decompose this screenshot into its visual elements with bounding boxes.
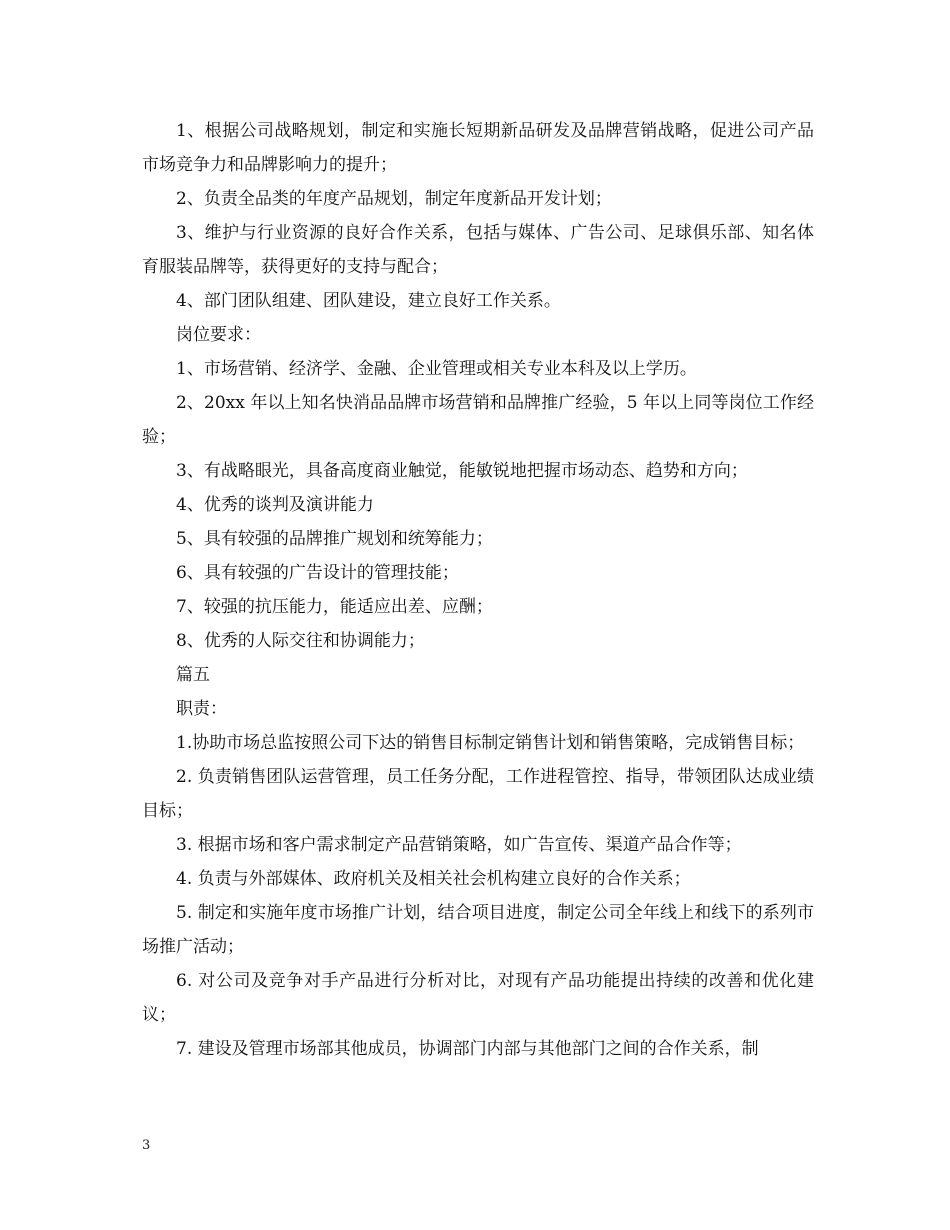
paragraph-part5-duty-7: 7. 建设及管理市场部其他成员，协调部门内部与其他部门之间的合作关系，制 [176, 1039, 759, 1059]
paragraph-duty-3: 3、维护与行业资源的良好合作关系，包括与媒体、广告公司、足球俱乐部、知名体育服装品牌等，获得更好的支持与配合； [142, 223, 814, 277]
paragraph-part5-duty-5: 5. 制定和实施年度市场推广计划，结合项目进度，制定公司全年线上和线下的系列市场推广活动； [142, 903, 814, 957]
section-heading-requirements: 岗位要求： [176, 325, 261, 345]
paragraph-part5-duty-1: 1.协助市场总监按照公司下达的销售目标制定销售计划和销售策略，完成销售目标； [176, 733, 805, 753]
paragraph-requirement-8: 8、优秀的人际交往和协调能力； [176, 631, 425, 651]
paragraph-duty-2: 2、负责全品类的年度产品规划，制定年度新品开发计划； [176, 189, 612, 209]
paragraph-duty-4: 4、部门团队组建、团队建设，建立良好工作关系。 [176, 291, 561, 311]
page-number: 3 [142, 1138, 151, 1153]
paragraph-part5-duty-6: 6. 对公司及竞争对手产品进行分析对比，对现有产品功能提出持续的改善和优化建议； [142, 971, 814, 1025]
paragraph-requirement-3: 3、有战略眼光，具备高度商业触觉，能敏锐地把握市场动态、趋势和方向； [176, 461, 748, 481]
section-heading-part-five: 篇五 [176, 665, 210, 685]
paragraph-part5-duty-4: 4. 负责与外部媒体、政府机关及相关社会机构建立良好的合作关系； [176, 869, 691, 889]
paragraph-part5-duty-2: 2. 负责销售团队运营管理，员工任务分配，工作进程管控、指导，带领团队达成业绩目标； [142, 767, 814, 821]
paragraph-requirement-1: 1、市场营销、经济学、金融、企业管理或相关专业本科及以上学历。 [176, 359, 697, 379]
paragraph-requirement-5: 5、具有较强的品牌推广规划和统筹能力； [176, 529, 493, 549]
paragraph-requirement-6: 6、具有较强的广告设计的管理技能； [176, 563, 459, 583]
paragraph-requirement-2: 2、20xx 年以上知名快消品品牌市场营销和品牌推广经验，5 年以上同等岗位工作经验； [142, 393, 814, 447]
section-heading-duties: 职责： [176, 699, 227, 719]
paragraph-part5-duty-3: 3. 根据市场和客户需求制定产品营销策略，如广告宣传、渠道产品合作等； [176, 835, 742, 855]
paragraph-requirement-4: 4、优秀的谈判及演讲能力 [176, 495, 374, 515]
paragraph-duty-1: 1、根据公司战略规划，制定和实施长短期新品研发及品牌营销战略，促进公司产品市场竞争力和品牌影响力的提升； [142, 121, 814, 175]
paragraph-requirement-7: 7、较强的抗压能力，能适应出差、应酬； [176, 597, 493, 617]
document-body [142, 114, 814, 1066]
